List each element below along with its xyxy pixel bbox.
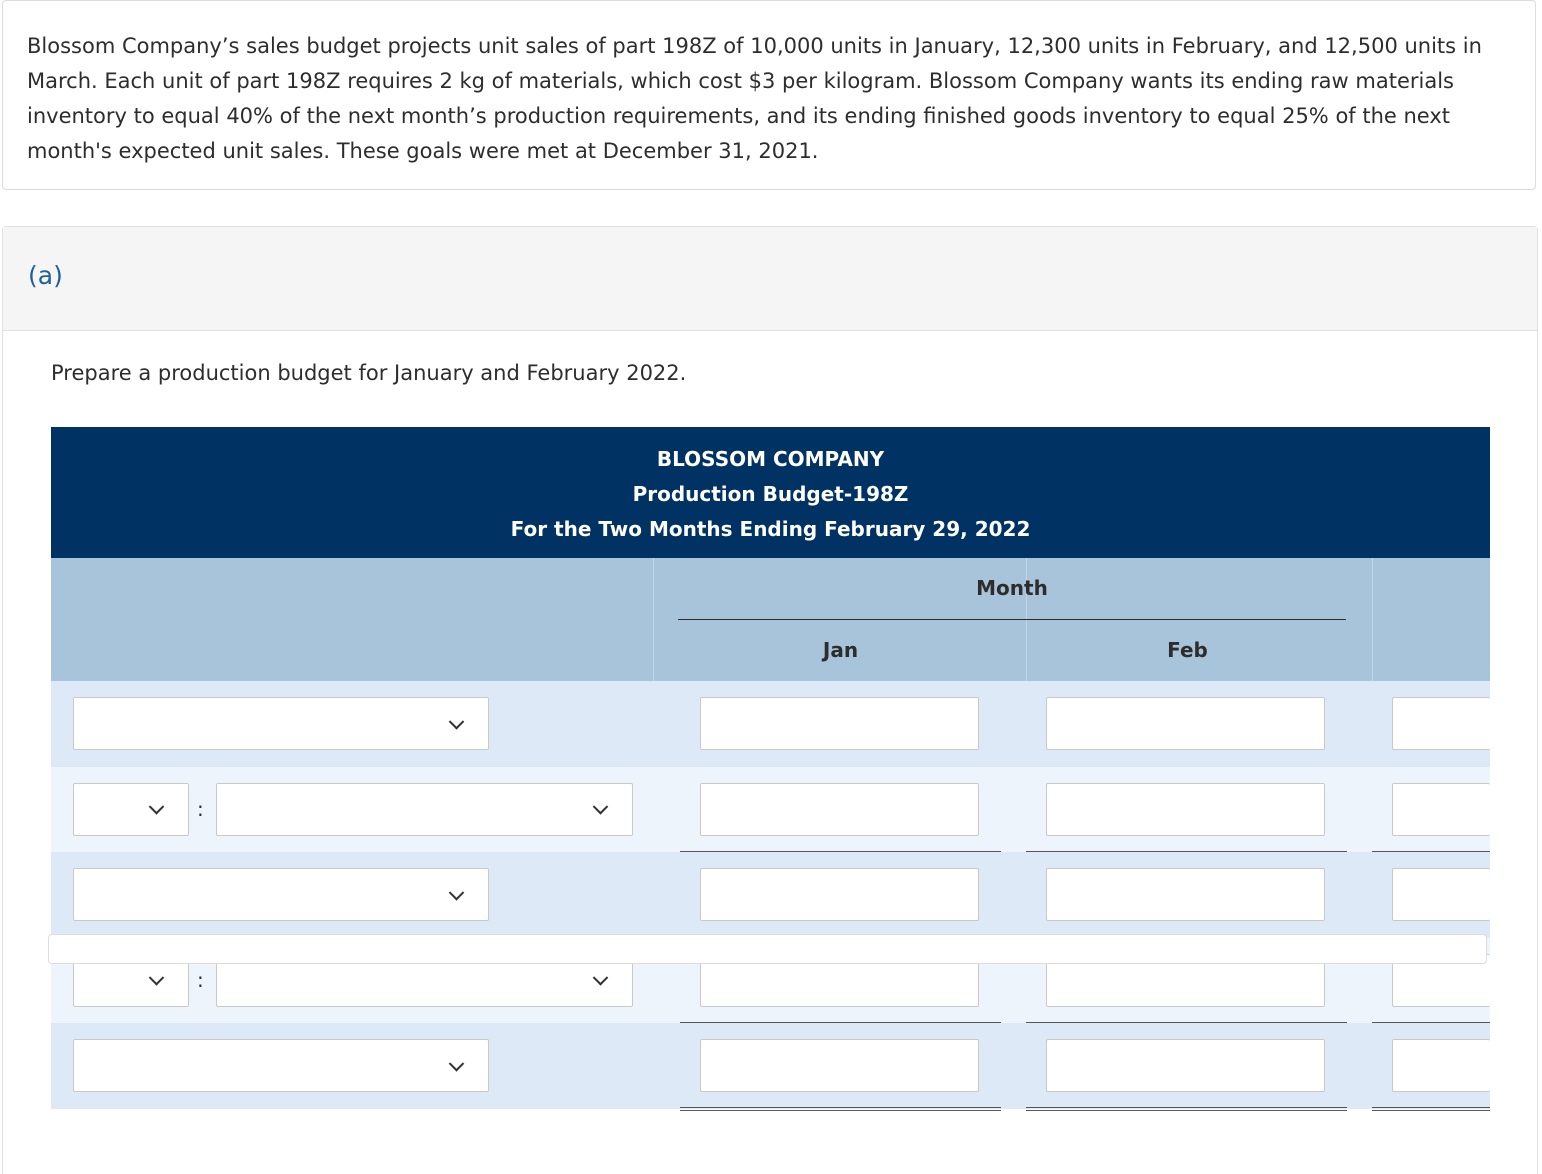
instruction-text: Prepare a production budget for January and February 2022. (51, 361, 687, 385)
feb-amount-input[interactable] (1046, 868, 1325, 921)
part-label: (a) (28, 261, 63, 290)
month-header-rule (678, 619, 1346, 620)
total-amount-input[interactable] (1392, 1039, 1490, 1092)
part-a-panel (2, 226, 1538, 1174)
jan-amount-input[interactable] (700, 783, 979, 836)
part-header (3, 227, 1537, 331)
column-header-feb: Feb (1167, 638, 1208, 662)
operator-select[interactable] (73, 783, 189, 836)
chevron-down-icon (593, 799, 609, 815)
line-item-select[interactable] (73, 1039, 489, 1092)
total-amount-input[interactable] (1392, 783, 1490, 836)
budget-row (51, 852, 1490, 938)
column-separator (653, 558, 654, 681)
total-double-rule (1026, 1107, 1347, 1111)
column-header-jan: Jan (822, 638, 859, 662)
month-header: Month (976, 576, 1048, 600)
line-item-select[interactable] (73, 697, 489, 750)
next-section-card (48, 934, 1487, 964)
total-amount-input[interactable] (1392, 868, 1490, 921)
chevron-down-icon (449, 885, 465, 901)
budget-row (51, 1023, 1490, 1109)
budget-period: For the Two Months Ending February 29, 2022 (510, 517, 1031, 541)
jan-amount-input[interactable] (700, 868, 979, 921)
total-amount-input[interactable] (1392, 697, 1490, 750)
colon-separator: : (197, 967, 204, 992)
problem-text: Blossom Company’s sales budget projects unit sales of part 198Z of 10,000 units in January, 12,300 units in February, and 12,500 units in March. Each unit of part 198Z requires 2 kg of materials, which cost $3 per kilogram. Blossom Company wants its ending raw materials inventory to equal 40% of the next month’s production requirements, and its ending finished goods inventory to equal 25% of the next month's expected unit sales. These goals were met at December 31, 2021. (27, 34, 1482, 163)
budget-title-band (51, 427, 1490, 558)
budget-title: Production Budget-198Z (632, 482, 909, 506)
total-double-rule (680, 1107, 1001, 1111)
chevron-down-icon (449, 1056, 465, 1072)
line-item-select[interactable] (216, 783, 633, 836)
line-item-select[interactable] (73, 868, 489, 921)
column-separator (1372, 558, 1373, 681)
feb-amount-input[interactable] (1046, 783, 1325, 836)
chevron-down-icon (149, 970, 165, 986)
chevron-down-icon (449, 714, 465, 730)
jan-amount-input[interactable] (700, 1039, 979, 1092)
company-name: BLOSSOM COMPANY (656, 447, 885, 471)
problem-card (2, 0, 1536, 190)
column-header-band (51, 558, 1490, 681)
budget-row (51, 681, 1490, 767)
chevron-down-icon (593, 970, 609, 986)
budget-row (51, 767, 1490, 853)
jan-amount-input[interactable] (700, 697, 979, 750)
production-budget-table (51, 427, 1490, 1109)
feb-amount-input[interactable] (1046, 697, 1325, 750)
total-double-rule (1372, 1107, 1490, 1111)
colon-separator: : (197, 796, 204, 821)
feb-amount-input[interactable] (1046, 1039, 1325, 1092)
chevron-down-icon (149, 799, 165, 815)
